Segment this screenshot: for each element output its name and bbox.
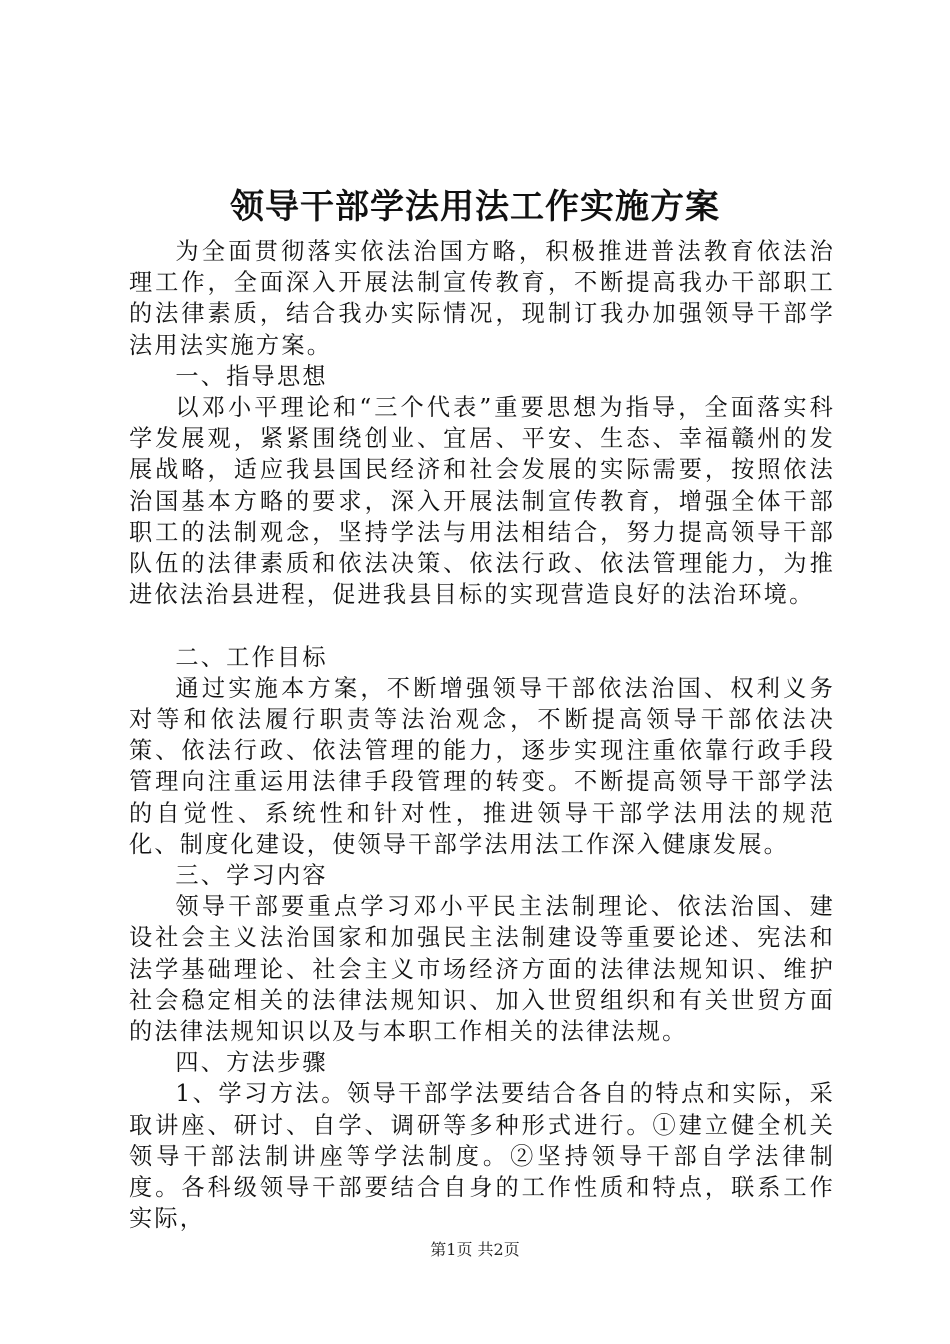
document-title: 领导干部学法用法工作实施方案 [230, 187, 720, 227]
section-heading-method-steps: 四、方法步骤 [175, 1049, 328, 1077]
intro-paragraph: 为全面贯彻落实依法治国方略，积极推进普法教育依法治理工作，全面深入开展法制宣传教育，不断提高我办干部职工的法律素质，结合我办实际情况，现制订我办加强领导干部学法用法实施方案。 [129, 238, 835, 359]
document-body [129, 236, 835, 1234]
section-body-work-goals: 通过实施本方案，不断增强领导干部依法治国、权利义务对等和依法履行职责等法治观念，不断提高领导干部依法决策、依法行政、依法管理的能力，逐步实现注重依靠行政手段管理向注重运用法律手段管理的转变。不断提高领导干部学法的自觉性、系统性和针对性，推进领导干部学法用法的规范化、制度化建设，使领导干部学法用法工作深入健康发展。 [129, 674, 835, 858]
paragraph-spacer [129, 610, 835, 641]
section-body-study-content: 领导干部要重点学习邓小平民主法制理论、依法治国、建设社会主义法治国家和加强民主法制建设等重要论述、宪法和法学基础理论、社会主义市场经济方面的法律法规知识、维护社会稳定相关的法律法规知识、加入世贸组织和有关世贸方面的法律法规知识以及与本职工作相关的法律法规。 [129, 893, 835, 1046]
section-heading-guiding-thought: 一、指导思想 [175, 362, 328, 390]
section-body-guiding-thought: 以邓小平理论和“三个代表”重要思想为指导，全面落实科学发展观，紧紧围绕创业、宜居、平安、生态、幸福赣州的发展战略，适应我县国民经济和社会发展的实际需要，按照依法治国基本方略的要求，深入开展法制宣传教育，增强全体干部职工的法制观念，坚持学法与用法相结合，努力提高领导干部队伍的法律素质和依法决策、依法行政、依法管理能力，为推进依法治县进程，促进我县目标的实现营造良好的法治环境。 [129, 394, 835, 609]
section-heading-work-goals: 二、工作目标 [175, 643, 328, 671]
section-body-method-steps: 1、学习方法。领导干部学法要结合各自的特点和实际，采取讲座、研讨、自学、调研等多种形式进行。①建立健全机关领导干部法制讲座等学法制度。②坚持领导干部自学法律制度。各科级领导干部要结合自身的工作性质和特点，联系工作实际， [129, 1080, 835, 1233]
section-heading-study-content: 三、学习内容 [175, 862, 328, 890]
page-footer: 第1页 共2页 [430, 1240, 520, 1259]
